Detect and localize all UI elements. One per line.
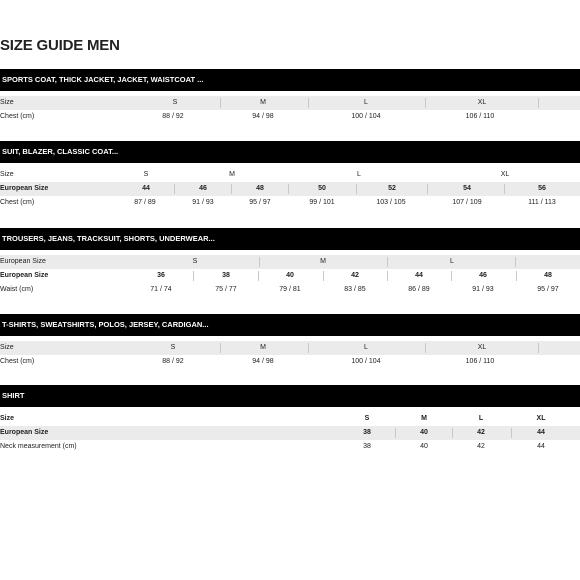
size-section <box>0 228 580 297</box>
table-cell: 88 / 92 <box>162 358 184 365</box>
size-section <box>0 385 580 454</box>
column-divider <box>387 257 388 267</box>
table-row <box>0 283 580 297</box>
table-cell: 71 / 74 <box>150 286 172 293</box>
size-section <box>0 314 580 369</box>
column-divider <box>308 98 309 108</box>
column-divider <box>451 271 452 281</box>
table-cell: L <box>450 258 454 265</box>
table-cell: L <box>357 171 361 178</box>
table-cell: 83 / 85 <box>344 286 366 293</box>
column-divider <box>515 257 516 267</box>
table-cell: 50 <box>318 185 326 192</box>
column-divider <box>220 343 221 353</box>
table-cell: 38 <box>222 272 230 279</box>
section-heading: TROUSERS, JEANS, TRACKSUIT, SHORTS, UNDERWEAR... <box>0 228 580 250</box>
table-cell: 91 / 93 <box>192 199 214 206</box>
page-title: SIZE GUIDE MEN <box>0 37 120 54</box>
row-label: Size <box>0 344 14 351</box>
table-cell: 44 <box>415 272 423 279</box>
row-label: Size <box>0 415 15 422</box>
column-divider <box>258 271 259 281</box>
row-label: Size <box>0 171 14 178</box>
row-label: European Size <box>0 258 46 265</box>
column-divider <box>427 184 428 194</box>
table-cell: M <box>260 99 266 106</box>
table-cell: 54 <box>463 185 471 192</box>
row-label: Chest (cm) <box>0 358 35 365</box>
table-row <box>0 168 580 182</box>
column-divider <box>504 184 505 194</box>
table-cell: 88 / 92 <box>162 113 184 120</box>
table-cell: 42 <box>477 443 485 450</box>
table-cell: 46 <box>479 272 487 279</box>
table-cell: 107 / 109 <box>452 199 482 206</box>
table-row <box>0 269 580 283</box>
table-cell: S <box>170 344 176 351</box>
table-cell: 99 / 101 <box>309 199 335 206</box>
table-cell: M <box>229 171 235 178</box>
table-cell: 111 / 113 <box>528 199 556 206</box>
table-row <box>0 341 580 355</box>
table-cell: XL <box>500 171 510 178</box>
column-divider <box>516 271 517 281</box>
table-cell: M <box>421 415 427 422</box>
column-divider <box>425 343 426 353</box>
table-row <box>0 110 580 124</box>
table-row <box>0 96 580 110</box>
table-cell: XL <box>536 415 546 422</box>
row-label: Chest (cm) <box>0 113 35 120</box>
table-cell: M <box>320 258 326 265</box>
column-divider <box>387 271 388 281</box>
table-cell: 42 <box>477 429 485 436</box>
table-cell: 52 <box>388 185 396 192</box>
table-cell: 48 <box>256 185 264 192</box>
column-divider <box>259 257 260 267</box>
table-cell: S <box>364 415 370 422</box>
table-cell: 94 / 98 <box>252 113 274 120</box>
table-cell: S <box>143 171 149 178</box>
column-divider <box>288 184 289 194</box>
table-cell: 44 <box>537 443 545 450</box>
column-divider <box>193 271 194 281</box>
table-cell: 86 / 89 <box>408 286 430 293</box>
table-row <box>0 412 580 426</box>
column-divider <box>538 343 539 353</box>
row-label: European Size <box>0 185 49 192</box>
table-cell: 106 / 110 <box>465 113 495 120</box>
table-cell: 48 <box>544 272 552 279</box>
table-cell: 38 <box>363 429 371 436</box>
table-cell: XL <box>477 99 487 106</box>
table-cell: 100 / 104 <box>351 358 381 365</box>
table-cell: 79 / 81 <box>279 286 301 293</box>
table-cell: 91 / 93 <box>472 286 494 293</box>
section-heading: SUIT, BLAZER, CLASSIC COAT... <box>0 141 580 163</box>
table-cell: 40 <box>286 272 294 279</box>
table-cell: 44 <box>537 429 545 436</box>
table-cell: 42 <box>351 272 359 279</box>
section-heading: SHIRT <box>0 385 580 407</box>
table-cell: L <box>478 415 484 422</box>
column-divider <box>220 98 221 108</box>
column-divider <box>395 428 396 438</box>
table-cell: 94 / 98 <box>252 358 274 365</box>
table-cell: S <box>192 258 198 265</box>
table-cell: 40 <box>420 429 428 436</box>
size-section <box>0 141 580 210</box>
column-divider <box>308 343 309 353</box>
table-cell: 38 <box>363 443 371 450</box>
row-label: Chest (cm) <box>0 199 35 206</box>
section-heading: T-SHIRTS, SWEATSHIRTS, POLOS, JERSEY, CARDIGAN... <box>0 314 580 336</box>
table-cell: 40 <box>420 443 428 450</box>
table-row <box>0 196 580 210</box>
column-divider <box>174 184 175 194</box>
column-divider <box>425 98 426 108</box>
table-row <box>0 255 580 269</box>
table-cell: 100 / 104 <box>351 113 381 120</box>
table-row <box>0 355 580 369</box>
table-cell: L <box>364 344 368 351</box>
row-label: Waist (cm) <box>0 286 34 293</box>
table-row <box>0 426 580 440</box>
column-divider <box>323 271 324 281</box>
column-divider <box>452 428 453 438</box>
table-cell: 103 / 105 <box>376 199 406 206</box>
table-cell: L <box>364 99 368 106</box>
column-divider <box>356 184 357 194</box>
row-label: Size <box>0 99 14 106</box>
table-cell: 36 <box>157 272 165 279</box>
table-cell: 87 / 89 <box>134 199 156 206</box>
table-cell: M <box>260 344 266 351</box>
row-label: European Size <box>0 429 49 436</box>
size-section <box>0 69 580 124</box>
table-cell: 46 <box>199 185 207 192</box>
table-cell: XL <box>477 344 487 351</box>
table-cell: 106 / 110 <box>465 358 495 365</box>
section-heading: SPORTS COAT, THICK JACKET, JACKET, WAISTCOAT ... <box>0 69 580 91</box>
table-row <box>0 440 580 454</box>
table-cell: S <box>172 99 178 106</box>
table-cell: 56 <box>538 185 546 192</box>
table-cell: 95 / 97 <box>537 286 559 293</box>
column-divider <box>231 184 232 194</box>
column-divider <box>511 428 512 438</box>
row-label: Neck measurement (cm) <box>0 443 77 450</box>
table-cell: 75 / 77 <box>215 286 237 293</box>
table-row <box>0 182 580 196</box>
table-cell: 95 / 97 <box>249 199 271 206</box>
column-divider <box>538 98 539 108</box>
row-label: European Size <box>0 272 49 279</box>
table-cell: 44 <box>142 185 150 192</box>
